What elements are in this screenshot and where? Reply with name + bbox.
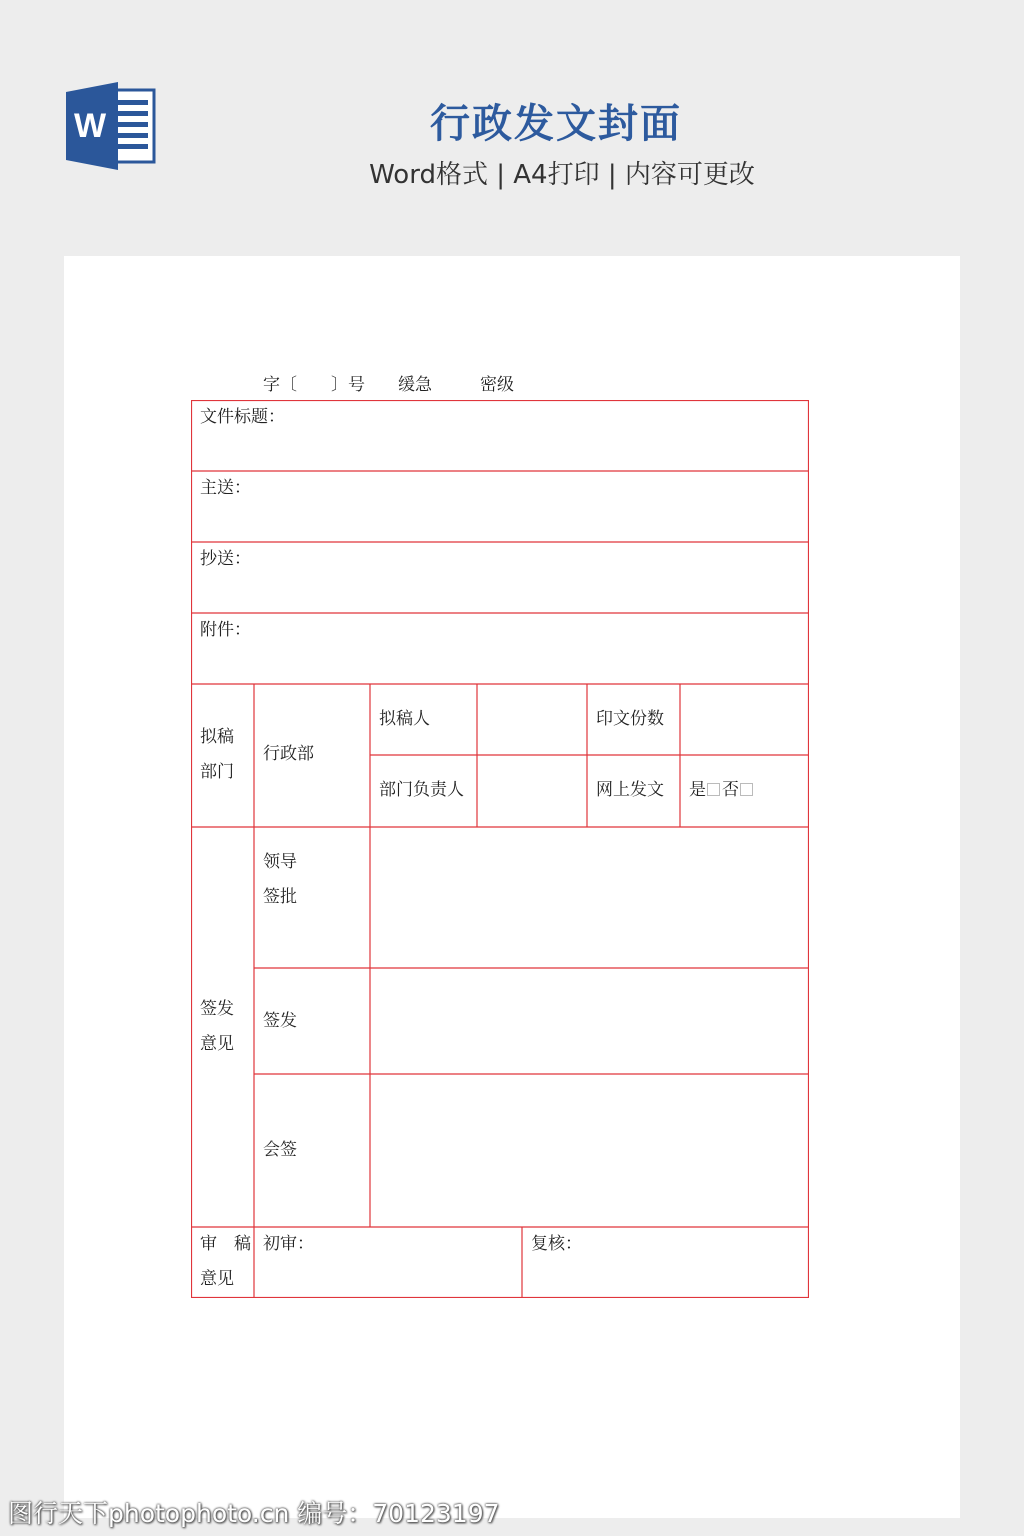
label-lingdao-line2: 签批 [263, 887, 297, 907]
label-zhusong: 主送： [200, 478, 251, 498]
label-qianfa-yijian-line1: 签发 [200, 999, 234, 1019]
online-publish-options [689, 773, 755, 808]
label-chaosong: 抄送： [200, 549, 251, 569]
label-shengao-line1: 审 稿 [200, 1234, 251, 1254]
label-yinwen-fenshu: 印文份数 [596, 709, 664, 729]
label-qianfa-yijian-line2: 意见 [200, 1034, 234, 1054]
label-chushen: 初审： [263, 1234, 314, 1254]
cover-form-table [191, 400, 809, 1298]
option-yes-label: 是 [689, 780, 706, 800]
header-miji: 密级 [480, 375, 514, 395]
label-shengao-line2: 意见 [200, 1269, 234, 1289]
watermark-text: 图行天下photophoto.cn 编号：70123197 [8, 1499, 500, 1528]
label-nigaoren: 拟稿人 [379, 709, 430, 729]
label-wenjian-biaoti: 文件标题： [200, 407, 285, 427]
header-zi-hao: 字〔 〕号 [263, 375, 365, 395]
label-lingdao-line1: 领导 [263, 852, 297, 872]
label-nigao-line2: 部门 [200, 762, 234, 782]
value-department: 行政部 [263, 744, 314, 764]
label-nigao-line1: 拟稿 [200, 727, 234, 747]
header-huanji: 缓急 [398, 375, 432, 395]
label-fujian: 附件： [200, 620, 251, 640]
label-wangshang-fawen: 网上发文 [596, 780, 664, 800]
label-qianfa: 签发 [263, 1011, 297, 1031]
label-bumen-fuzeren: 部门负责人 [379, 780, 464, 800]
option-no-checkbox[interactable] [740, 783, 753, 796]
page-subtitle: Word格式 | A4打印 | 内容可更改 [369, 160, 755, 190]
label-fuhe: 复核： [531, 1234, 582, 1254]
option-yes-checkbox[interactable] [707, 783, 720, 796]
word-logo-letter: W [73, 107, 107, 145]
option-no-label: 否 [722, 780, 739, 800]
label-huiqian: 会签 [263, 1140, 297, 1160]
page-title: 行政发文封面 [430, 101, 682, 147]
